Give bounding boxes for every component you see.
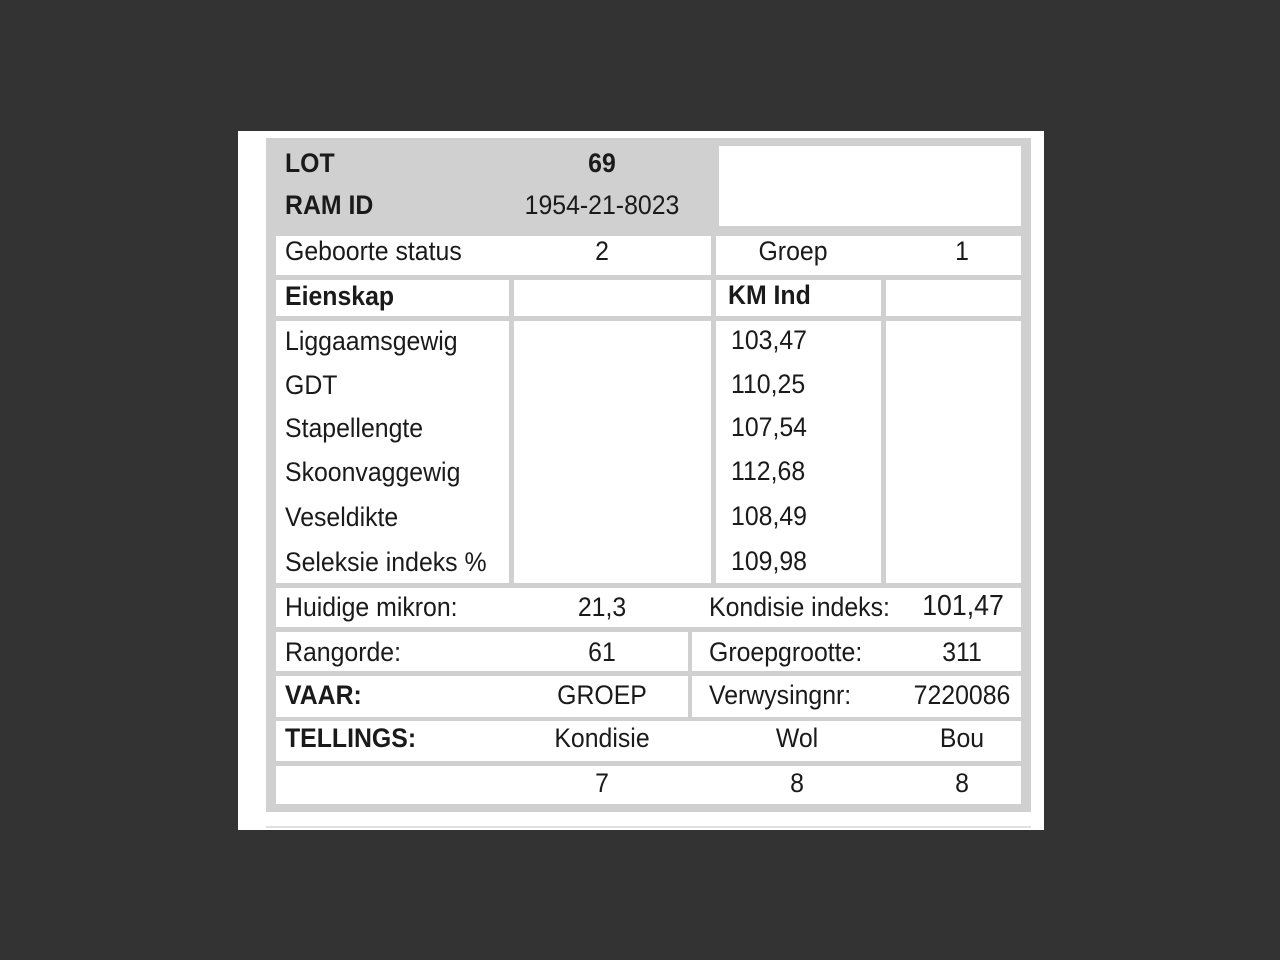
trait-name: Skoonvaggewig <box>285 457 461 487</box>
group-value: 1 <box>955 236 969 266</box>
trait-blank-cell <box>514 321 711 583</box>
counts-value: 8 <box>790 768 804 798</box>
km-header-blank <box>886 280 1021 316</box>
group-size-value: 311 <box>942 637 982 667</box>
trait-value: 110,25 <box>731 369 806 399</box>
sire-value: GROEP <box>557 680 647 710</box>
lot-label: LOT <box>285 148 335 178</box>
bottom-rule <box>266 826 1031 828</box>
counts-value: 7 <box>595 768 609 798</box>
micron-value: 21,3 <box>577 592 627 622</box>
birth-status-value: 2 <box>595 236 609 266</box>
trait-header-blank <box>514 280 711 316</box>
photo-box <box>719 146 1021 226</box>
group-size-label: Groepgrootte: <box>709 637 863 667</box>
condition-index-label: Kondisie indeks: <box>709 592 890 622</box>
trait-names-cell <box>276 321 509 583</box>
condition-index-value: 101,47 <box>922 590 1004 622</box>
lot-value: 69 <box>588 148 616 178</box>
counts-values-row <box>276 766 1021 804</box>
ref-number-value: 7220086 <box>913 680 1011 710</box>
trait-value: 109,98 <box>731 546 807 576</box>
ram-id-label: RAM ID <box>285 190 374 220</box>
trait-name: Veseldikte <box>285 502 399 532</box>
trait-name: Seleksie indeks % <box>285 547 487 577</box>
ram-id-value: 1954-21-8023 <box>524 190 680 220</box>
trait-value: 103,47 <box>731 325 807 355</box>
micron-label: Huidige mikron: <box>285 592 458 622</box>
rank-label: Rangorde: <box>285 637 402 667</box>
trait-value: 112,68 <box>731 456 806 486</box>
counts-header: Kondisie <box>554 723 650 753</box>
group-label: Groep <box>758 236 828 266</box>
trait-value: 107,54 <box>731 412 807 442</box>
trait-value: 108,49 <box>731 501 807 531</box>
trait-name: Stapellengte <box>285 413 424 443</box>
rank-value: 61 <box>588 637 616 667</box>
km-values-cell <box>716 321 881 583</box>
trait-column-header: Eienskap <box>285 281 395 311</box>
counts-label: TELLINGS: <box>285 723 417 753</box>
km-column-header: KM Ind <box>728 280 811 310</box>
sire-label: VAAR: <box>285 680 362 710</box>
trait-name: Liggaamsgewig <box>285 326 458 356</box>
counts-header: Bou <box>939 723 985 753</box>
trait-name: GDT <box>285 370 338 400</box>
counts-header: Wol <box>775 723 819 753</box>
birth-status-label: Geboorte status <box>285 236 462 266</box>
counts-value: 8 <box>955 768 969 798</box>
km-blank-cell <box>886 321 1021 583</box>
ref-number-label: Verwysingnr: <box>709 680 852 710</box>
